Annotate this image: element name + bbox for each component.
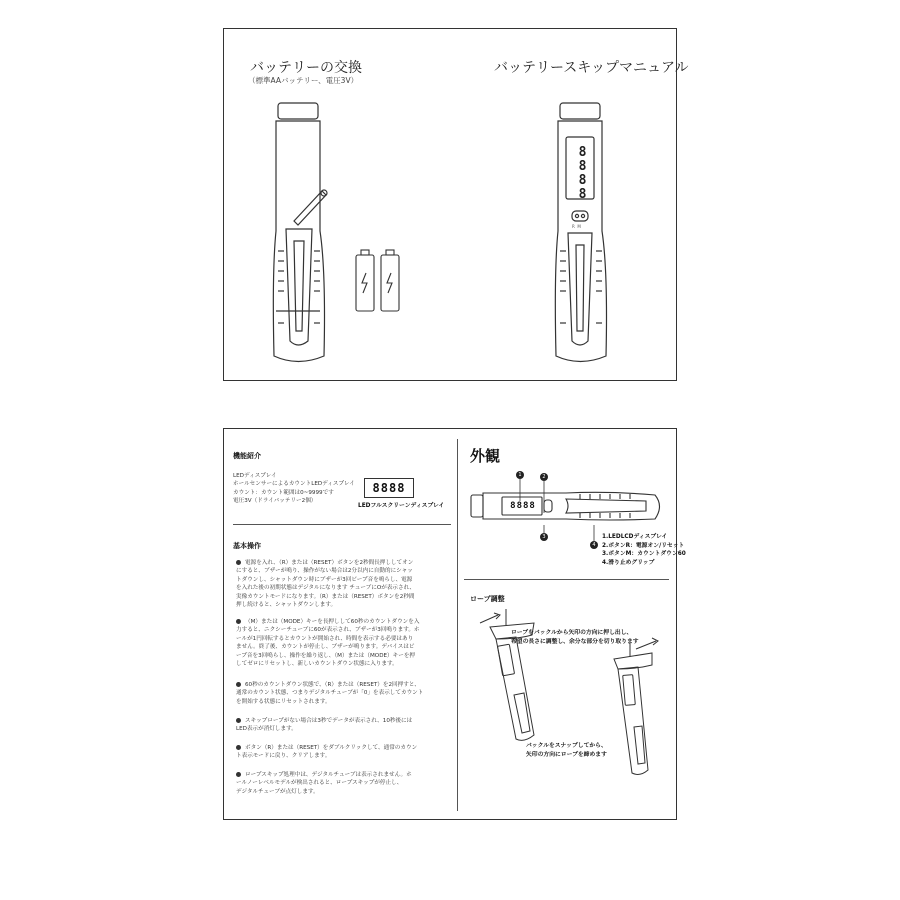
led-caption: LEDフルスクリーンディスプレイ (358, 503, 445, 509)
rope-note-2 (526, 742, 607, 759)
rope-note-line: 希望の長さに調整し、余分な部分を切り取ります (511, 638, 639, 645)
bullet-icon (236, 682, 241, 687)
led-line: LEDディスプレイ (233, 473, 277, 479)
bullet-icon (236, 772, 241, 777)
led-line: ホールセンサーによるカウントLEDディスプレイ (233, 481, 355, 488)
handle-display-digits: 8888 (510, 501, 536, 511)
function-manual-panel (223, 428, 686, 820)
display-digit: 8 (578, 173, 588, 188)
battery-icon (354, 249, 376, 313)
led-line: カウント：カウント範囲は0~9999です (233, 489, 334, 496)
operation-paragraph: ロープスキップ処理中は、デジタルチューブは表示されません。ホ ールノーレベルモデルが検出されると、ロープスキップが停止し、 デジタルチューブが点灯します。 (236, 772, 412, 795)
callout-number: 1 (516, 471, 524, 479)
rope-note-line: ロープをバックルから矢印の方向に押し出し、 (511, 630, 633, 636)
feature-heading: 機能紹介 (233, 452, 261, 460)
section-divider (464, 579, 669, 580)
parts-list-item: 2.ボタンR：電源オン/リセット (602, 542, 685, 549)
operation-paragraph: スキップロープがない場合は3秒でデータが表示され、10秒後には LED表示が消灯します。 (236, 718, 413, 733)
display-digits (572, 146, 594, 202)
parts-list-item: 3.ボタンM：カウントダウン60 (602, 551, 686, 558)
display-digit: 8 (578, 187, 588, 202)
bullet-icon (236, 560, 241, 565)
operation-paragraph: ボタン（R）または（RESET）をダブルクリックして、通常のカウン ト表示モードに戻り、クリアします。 (236, 745, 418, 760)
callout-number: 2 (540, 473, 548, 481)
battery-manual-panel (223, 28, 689, 381)
bullet-icon (236, 718, 241, 723)
manual-title: バッテリースキップマニュアル (494, 60, 689, 76)
open-handle-illustration (264, 101, 334, 371)
parts-list-item: 1.LEDLCDディスプレイ (602, 534, 668, 540)
rope-heading: ロープ調整 (470, 595, 505, 603)
appearance-heading: 外観 (470, 447, 501, 465)
parts-list (602, 533, 686, 567)
button-labels: R M (572, 224, 581, 229)
rope-note-line: バックルをスナップしてから、 (526, 743, 607, 749)
callout-number: 4 (590, 541, 598, 549)
bullet-icon (236, 745, 241, 750)
rope-note-line: 矢印の方向にロープを締めます (526, 751, 607, 758)
led-display-sample: 8888 (364, 478, 414, 498)
bullet-icon (236, 619, 241, 624)
battery-replacement-title: バッテリーの交換 (250, 60, 362, 76)
battery-replacement-subtitle: （標準AAバッテリー、電圧3V） (248, 76, 359, 85)
column-divider (457, 439, 458, 811)
operation-paragraph: 60秒のカウントダウン状態で、（R）または（RESET）を2回押すと、 通常のカウント状態、つまりデジタルチューブが「0」を表示してカウント を開始する状態にリセットされます。 (236, 682, 424, 705)
handle-with-display-illustration (546, 101, 616, 371)
callout-number: 3 (540, 533, 548, 541)
basic-heading: 基本操作 (233, 542, 261, 550)
parts-list-item: 4.滑り止めグリップ (602, 559, 655, 566)
operation-paragraph: （M）または（MODE）キーを長押しして60秒のカウントダウンを入 力すると、ニクシーチューブに60が表示され、ブザーが3回鳴ります。ホ ールが1円回転するとカウントが開始され、時間を表示する必要はあり ません。終了後、カウントが停止し、ブザーが鳴ります。デバイスはビ ープ音を3回鳴らし、操作を繰り返し、（M）または（MODE）キーを押 してゼロにリセットし、新しいカウントダウン状態に入ります。 (236, 619, 420, 668)
section-divider (233, 524, 451, 525)
operation-paragraph: 電源を入れ、（R）または（RESET）ボタンを2秒間長押ししてオン にすると、ブザーが鳴り、操作がない場合は2分以内に自動的にシャッ トダウンし、シャットダウン時にブザーが3回ビープ音を鳴らし、電源 を入れた後の初期状態はデジタルになります チューブにOが表示され、 実像カウントモードになります。（R）または（RESET）ボタンを2秒間 押し続けると、シャットダウンします。 (236, 560, 416, 609)
display-digit: 8 (578, 159, 588, 174)
battery-icon (379, 249, 401, 313)
led-line: 電圧3V（ドライバッテリー2個） (233, 498, 317, 505)
rope-adjust-handle-1 (476, 605, 546, 745)
display-digit: 8 (578, 145, 588, 160)
led-description (233, 472, 355, 506)
